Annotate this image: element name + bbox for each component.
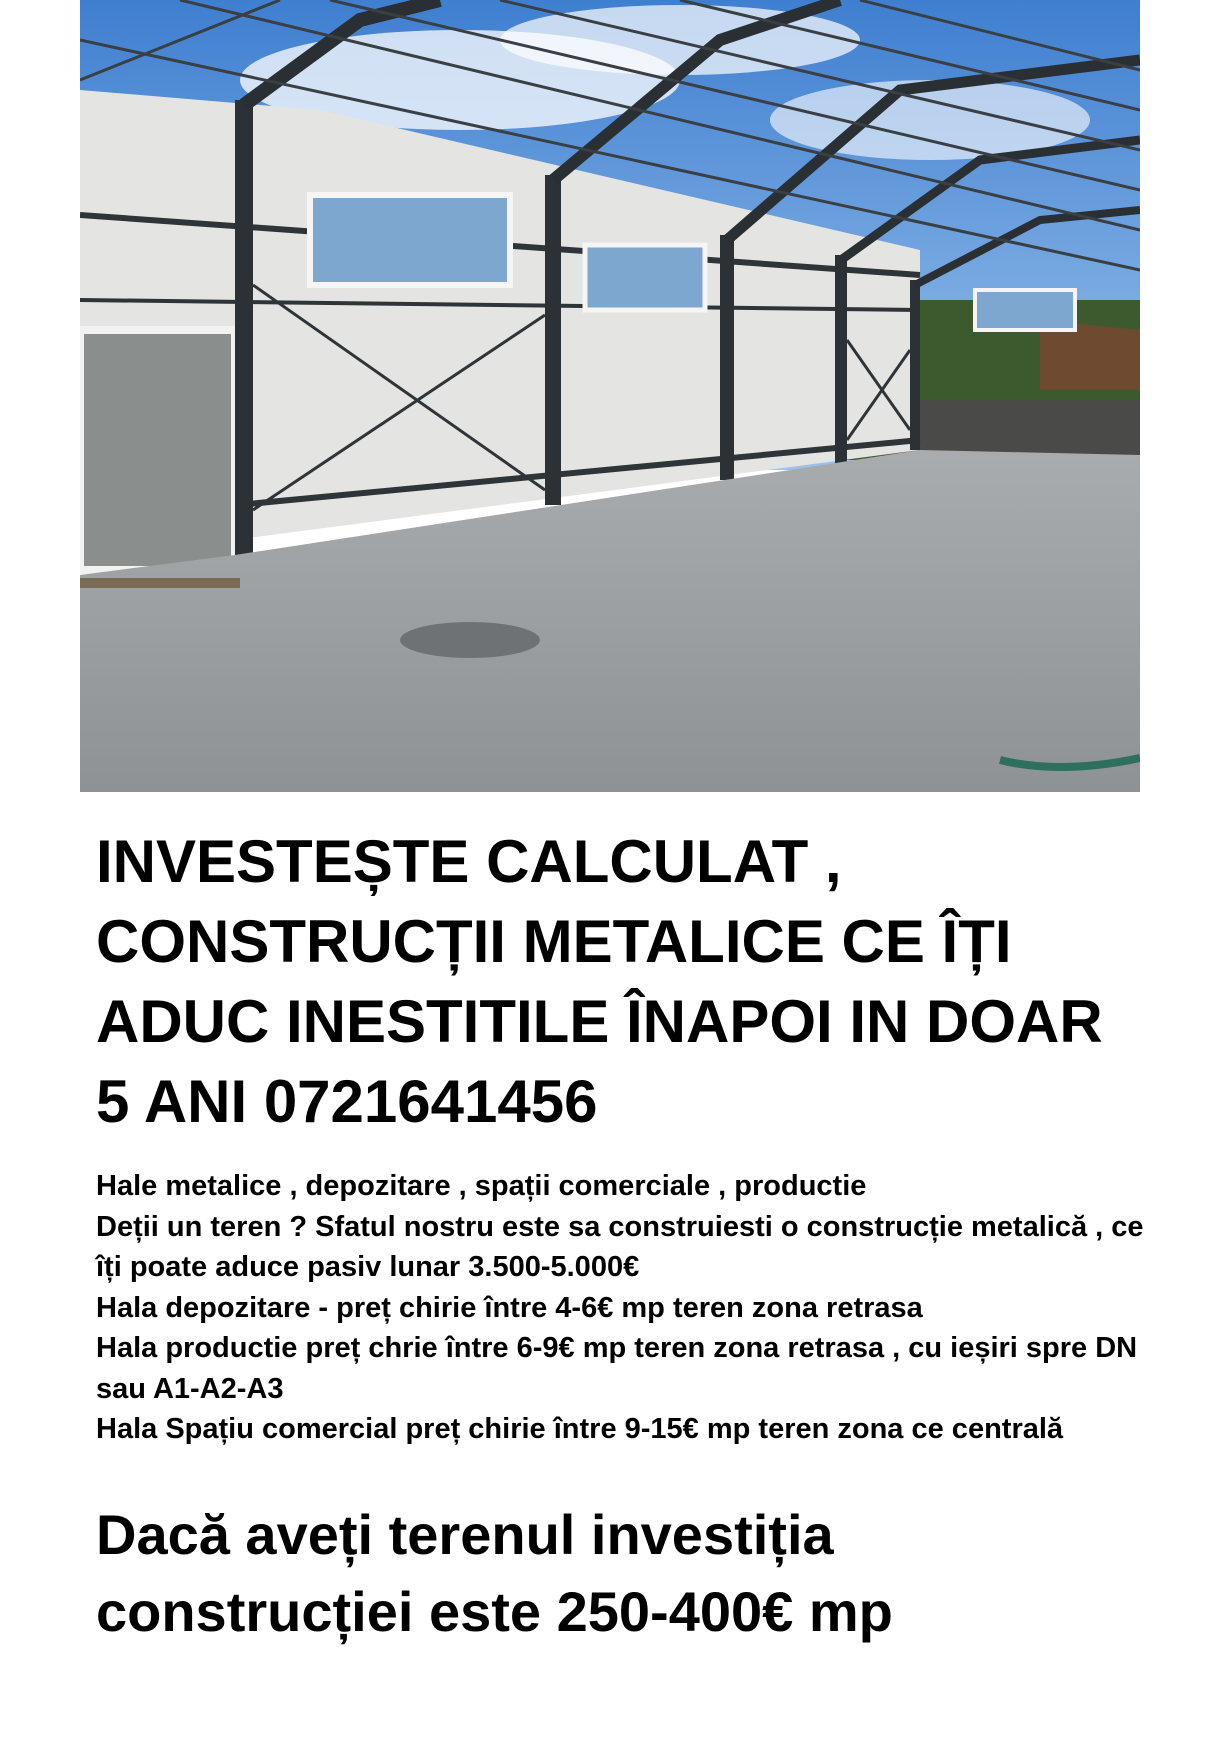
body-line-production-rent: Hala productie preț chrie între 6-9€ mp teren zona retrasa , cu ieșiri spre DN sau A1-A2-A3 — [96, 1332, 1138, 1405]
body-line-hall-types: Hale metalice , depozitare , spații comerciale , productie — [96, 1170, 867, 1202]
metal-hall-construction-photo-icon — [80, 0, 1140, 792]
investment-cost-text: Dacă aveți terenul investiția construcției este 250-400€ mp — [96, 1503, 893, 1643]
body-line-storage-rent: Hala depozitare - preț chirie între 4-6€ mp teren zona retrasa — [96, 1291, 923, 1324]
body-line-commercial-rent: Hala Spațiu comercial preț chirie între 9-15€ mp teren zona ce centrală — [96, 1413, 1064, 1445]
body-text — [96, 1166, 1156, 1450]
headline: INVESTEȘTE CALCULAT , CONSTRUCȚII METALICE CE ÎȚI ADUC INESTITILE ÎNAPOI IN DOAR 5 ANI 0721641456 — [96, 828, 1103, 1135]
body-line-advice: Deții un teren ? Sfatul nostru este sa construiesti o construcție metalică , ce îți poate aduce pasiv lunar 3.500-5.000€ — [96, 1210, 1144, 1283]
metal-hall-photo — [80, 0, 1140, 792]
